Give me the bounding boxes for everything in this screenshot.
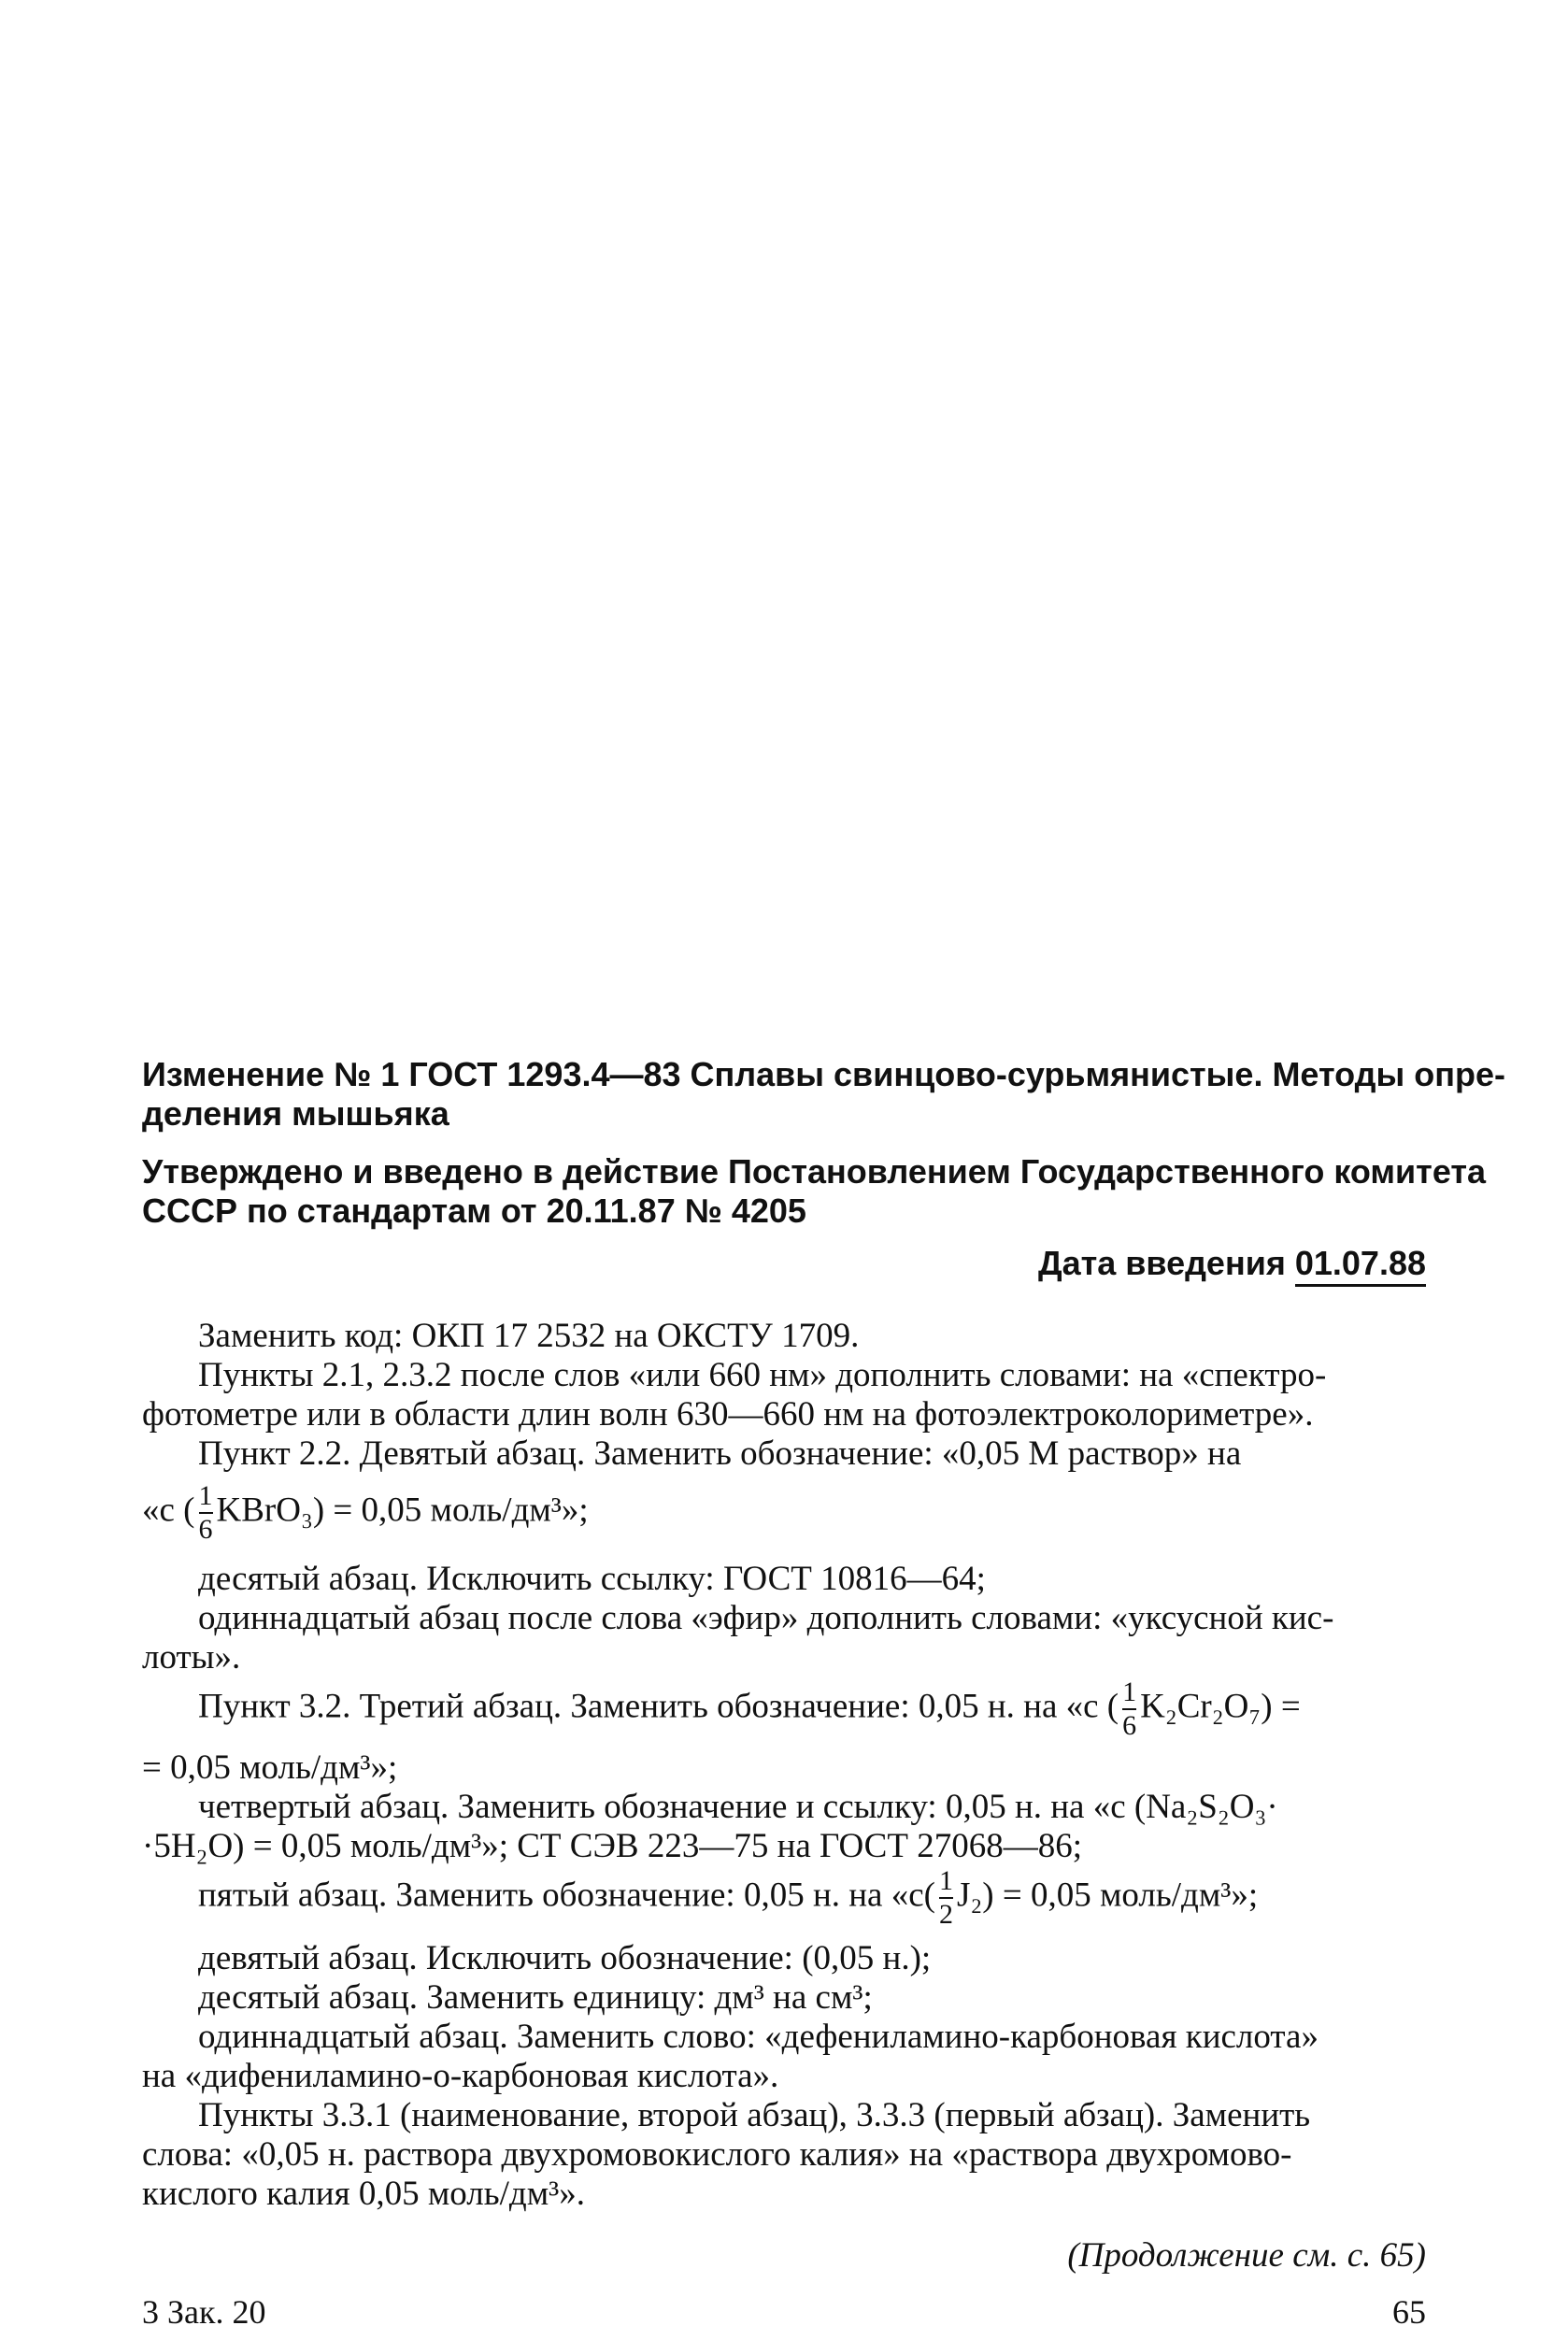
fraction-denominator: 6 [1122,1710,1137,1741]
fraction-1-6 [199,1482,213,1544]
formula-suffix: K₂Cr₂O₇) = [1140,1687,1301,1726]
fraction-denominator: 2 [938,1899,953,1930]
body-line-19: слова: «0,05 н. раствора двухромовокислого калия» на «раствора двухромово- [142,2135,1292,2174]
body-line-14: девятый абзац. Исключить обозначение: (0,05 н.); [198,1939,932,1977]
effective-date [1038,1243,1426,1284]
body-line-6: десятый абзац. Исключить ссылку: ГОСТ 10816—64; [198,1560,986,1598]
approval-line1: Утверждено и введено в действие Постановлением Государственного комитета [142,1152,1487,1191]
order-number: 3 Зак. 20 [142,2293,266,2331]
body-line-1: Заменить код: ОКП 17 2532 на ОКСТУ 1709. [198,1317,860,1355]
page-number: 65 [1392,2293,1426,2331]
body-line-20: кислого калия 0,05 моль/дм³». [142,2175,585,2213]
fraction-numerator: 1 [938,1865,953,1896]
body-line-3: фотометре или в области длин волн 630—660 нм на фотоэлектроколориметре». [142,1395,1314,1434]
fraction-1-2 [939,1867,953,1929]
body-line-17: на «дифениламино-о-карбоновая кислота». [142,2057,779,2095]
body-line-8: лоты». [142,1638,241,1677]
fraction-denominator: 6 [198,1514,213,1545]
body-line-18: Пункты 3.3.1 (наименование, второй абзац), 3.3.3 (первый абзац). Заменить [198,2096,1311,2134]
body-line-10: = 0,05 моль/дм³»; [142,1748,398,1787]
formula-suffix: KBrO₃) = 0,05 моль/дм³»; [216,1491,589,1530]
formula-suffix: J₂) = 0,05 моль/дм³»; [956,1876,1259,1915]
amendment-title-line1: Изменение № 1 ГОСТ 1293.4—83 Сплавы свинцово-сурьмянистые. Методы опре- [142,1055,1505,1093]
body-line-15: десятый абзац. Заменить единицу: дм³ на см³; [198,1978,873,2017]
effective-date-label: Дата введения [1037,1244,1286,1282]
body-line-2: Пункты 2.1, 2.3.2 после слов «или 660 нм» дополнить словами: на «спектро- [198,1356,1327,1394]
fraction-numerator: 1 [1122,1677,1137,1707]
body-line-13 [198,1867,1258,1929]
fraction-1-6 [1122,1678,1136,1740]
effective-date-value: 01.07.88 [1295,1244,1426,1287]
continuation-note: (Продолжение см. с. 65) [1067,2236,1426,2275]
formula-prefix: «с ( [142,1491,195,1530]
amendment-title-line2: деления мышьяка [142,1094,449,1133]
body-line-12: ·5H₂O) = 0,05 моль/дм³»; СТ СЭВ 223—75 на ГОСТ 27068—86; [142,1827,1082,1865]
body-line-7: одиннадцатый абзац после слова «эфир» дополнить словами: «уксусной кис- [198,1599,1334,1637]
fraction-numerator: 1 [198,1480,213,1511]
body-line-9 [198,1678,1301,1740]
approval-line2: СССР по стандартам от 20.11.87 № 4205 [142,1191,806,1230]
body-line-5 [142,1482,589,1544]
body-line-11: четвертый абзац. Заменить обозначение и ссылку: 0,05 н. на «с (Na₂S₂O₃· [198,1788,1278,1826]
formula-prefix: Пункт 3.2. Третий абзац. Заменить обозначение: 0,05 н. на «с ( [198,1687,1119,1726]
body-line-4: Пункт 2.2. Девятый абзац. Заменить обозначение: «0,05 М раствор» на [198,1434,1242,1473]
formula-prefix: пятый абзац. Заменить обозначение: 0,05 н. на «с( [198,1876,935,1915]
body-line-16: одиннадцатый абзац. Заменить слово: «дефениламино-карбоновая кислота» [198,2018,1319,2056]
